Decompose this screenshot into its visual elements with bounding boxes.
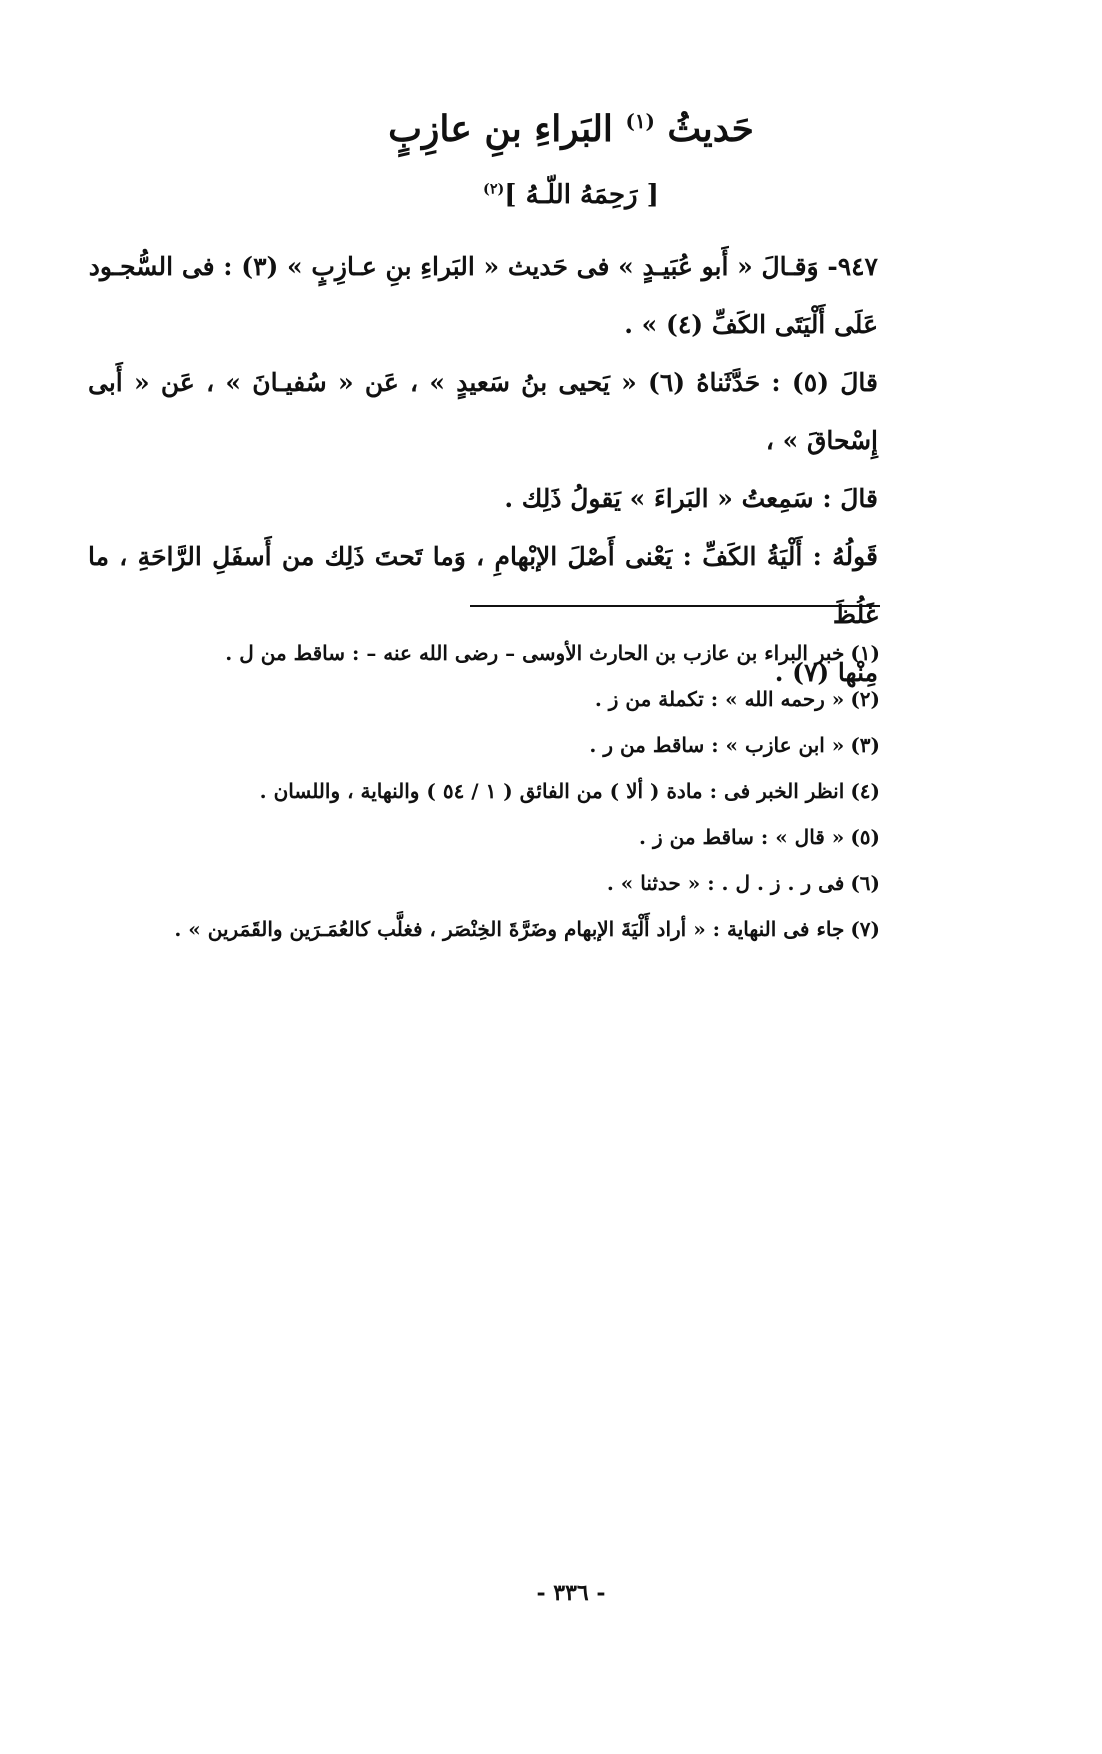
footnote-text: انظر الخبر فى : مادة ( ألا ) من الفائق ( ١ / ٥٤ ) والنهاية ، واللسان . [259,779,845,803]
footnote-divider [470,605,880,607]
section-subtitle [0,180,1102,210]
footnote-number: (٤) [850,779,880,803]
footnote-item [150,676,880,722]
page-number: - ٣٣٦ - [536,1580,606,1606]
subtitle-text: [ رَحِمَهُ اللّـهُ ] [504,180,659,210]
paragraph-947 [88,238,878,354]
footnote-number: (٧) [850,917,880,941]
footnote-text: « ابن عازب » : ساقط من ر . [589,733,845,757]
text-line: مِنْها (٧) . [774,658,878,687]
title-footnote-mark: (١) [625,109,655,133]
footnote-text: فى ر . ز . ل . : « حدثنا » . [606,871,845,895]
footnote-item [150,630,880,676]
footnote-number: (١) [850,641,880,665]
footnote-number: (٣) [850,733,880,757]
section-title [0,108,1102,150]
footnote-item [150,814,880,860]
paragraph-isnad [88,354,878,528]
footnote-text: جاء فى النهاية : « أراد أَلْيَةَ الإبهام وضَرَّةَ الخِنْصَر ، فغلَّب كالعُمَـرَين والقَمَرين » . [174,917,845,941]
footnotes [150,630,880,952]
footnote-item [150,906,880,952]
footnote-text: « رحمه الله » : تكملة من ز . [594,687,845,711]
footnote-number: (٢) [850,687,880,711]
footnote-text: « قال » : ساقط من ز . [639,825,845,849]
text-line: قَولُهُ : أَلْيَةُ الكَفِّ : يَعْنى أَصْلَ الإبْهامِ ، وَما تَحتَ ذَلِك من أَسفَلِ الرَّاحَةِ ، ما غَلُظَ [88,542,878,629]
subtitle-footnote-mark: (٢) [483,181,505,198]
footnote-item [150,722,880,768]
footnote-item [150,768,880,814]
footnote-text: خبر البراء بن عازب بن الحارث الأوسى – رضى الله عنه – : ساقط من ل . [225,641,845,665]
title-name: البَراءِ بنِ عازِبٍ [388,108,613,150]
text-line: قالَ : سَمِعتُ « البَراءَ » يَقولُ ذَلِك . [504,484,878,513]
footnote-number: (٦) [850,871,880,895]
footnote-item [150,860,880,906]
text-line: قالَ (٥) : حَدَّثَناهُ (٦) « يَحيى بنُ سَعيدٍ » ، عَن « سُفيـانَ » ، عَن « أَبى إِسْحاقَ » ، [88,368,879,455]
footnote-number: (٥) [850,825,880,849]
title-word: حَديثُ [667,108,754,150]
text-line: عَلَى أَلْيَتَى الكَفِّ (٤) » . [624,310,878,339]
text-line: ٩٤٧- وَقـالَ « أَبو عُبَيـدٍ » فى حَديث « البَراءِ بنِ عـازِبٍ » (٣) : فى السُّجـود [88,252,878,281]
